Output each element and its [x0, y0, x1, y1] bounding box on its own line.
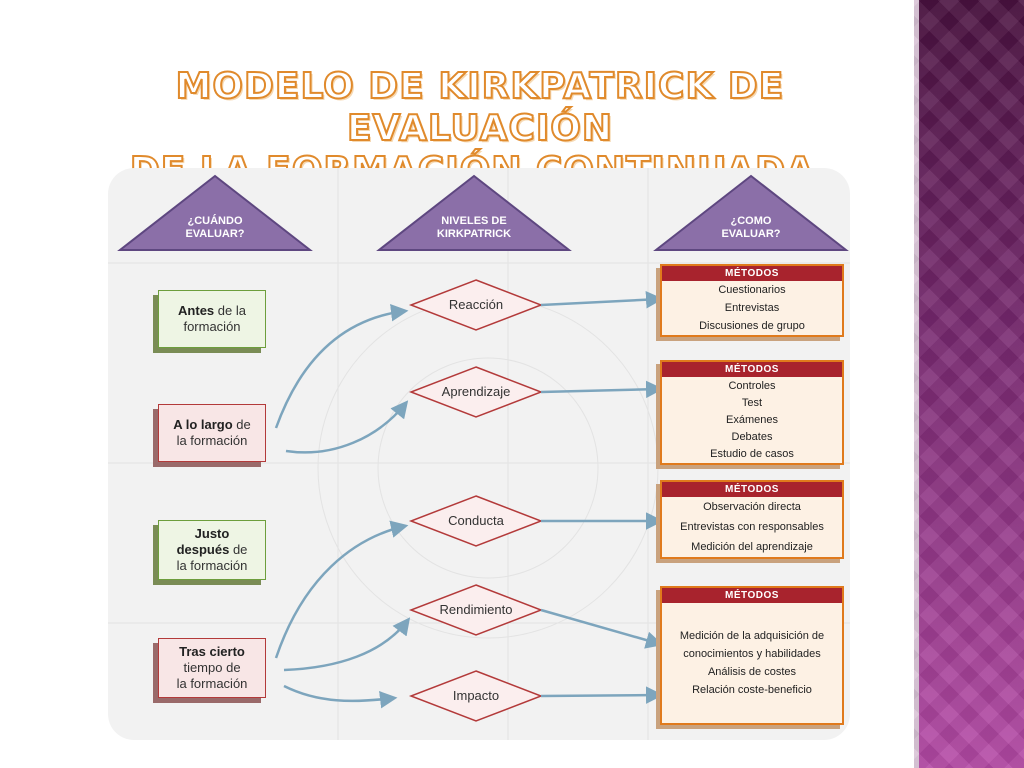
methods-header: MÉTODOS: [662, 362, 842, 377]
arrow-after-to-impacto: [284, 686, 394, 701]
method-item: Análisis de costes: [707, 666, 797, 678]
methods-box-conducta: [660, 480, 844, 559]
method-item: conocimientos y habilidades: [683, 648, 821, 660]
method-item: Discusiones de grupo: [699, 320, 805, 332]
when-box-before: Antes de la formación: [158, 290, 266, 348]
when-box-during: A lo largo de la formación: [158, 404, 266, 462]
methods-header: MÉTODOS: [662, 266, 842, 281]
arrow-after-to-conducta: [276, 526, 405, 658]
method-item: Relación coste-beneficio: [692, 684, 812, 696]
methods-header: MÉTODOS: [662, 482, 842, 497]
methods-box-reaccion: [660, 264, 844, 337]
arrow-after-to-rendimiento: [284, 620, 408, 670]
arrow-impacto-to-methods: [541, 695, 660, 696]
when-box-just-after: Justo después de la formación: [158, 520, 266, 580]
header-how: ¿COMO EVALUAR?: [721, 215, 781, 240]
method-item: Debates: [731, 431, 773, 444]
method-item: Test: [741, 396, 763, 409]
title-line-1: MODELO DE KIRKPATRICK DE EVALUACIÓN: [175, 66, 785, 149]
method-item: Medición de la adquisición de: [679, 630, 825, 642]
method-item: Exámenes: [726, 413, 778, 426]
arrow-reaccion-to-methods: [541, 299, 660, 305]
methods-header: MÉTODOS: [662, 588, 842, 603]
arrow-aprendizaje-to-methods: [541, 389, 660, 392]
level-label-impacto: Impacto: [452, 688, 500, 703]
arrow-rendimiento-to-methods: [541, 610, 660, 644]
level-label-reaccion: Reacción: [448, 297, 504, 312]
kirkpatrick-diagram: [108, 168, 850, 740]
header-when: ¿CUÁNDO EVALUAR?: [185, 215, 245, 240]
arrow-during-to-reaccion: [276, 311, 405, 428]
header-levels: NIVELES DE KIRKPATRICK: [436, 215, 512, 240]
method-item: Cuestionarios: [718, 284, 786, 296]
method-item: Observación directa: [703, 501, 801, 513]
level-label-aprendizaje: Aprendizaje: [441, 384, 511, 399]
method-item: Entrevistas con responsables: [680, 521, 824, 533]
level-label-rendimiento: Rendimiento: [439, 602, 513, 617]
methods-box-rendimiento-impacto: [660, 586, 844, 725]
when-box-later: Tras cierto tiempo de la formación: [158, 638, 266, 698]
method-item: Controles: [728, 379, 776, 392]
level-label-conducta: Conducta: [448, 513, 504, 528]
methods-box-aprendizaje: [660, 360, 844, 465]
method-item: Medición del aprendizaje: [691, 541, 813, 553]
method-item: Entrevistas: [724, 302, 780, 314]
method-item: Estudio de casos: [710, 448, 794, 461]
arrow-during-to-aprendizaje: [286, 403, 406, 452]
decorative-sidebar: [914, 0, 1024, 768]
